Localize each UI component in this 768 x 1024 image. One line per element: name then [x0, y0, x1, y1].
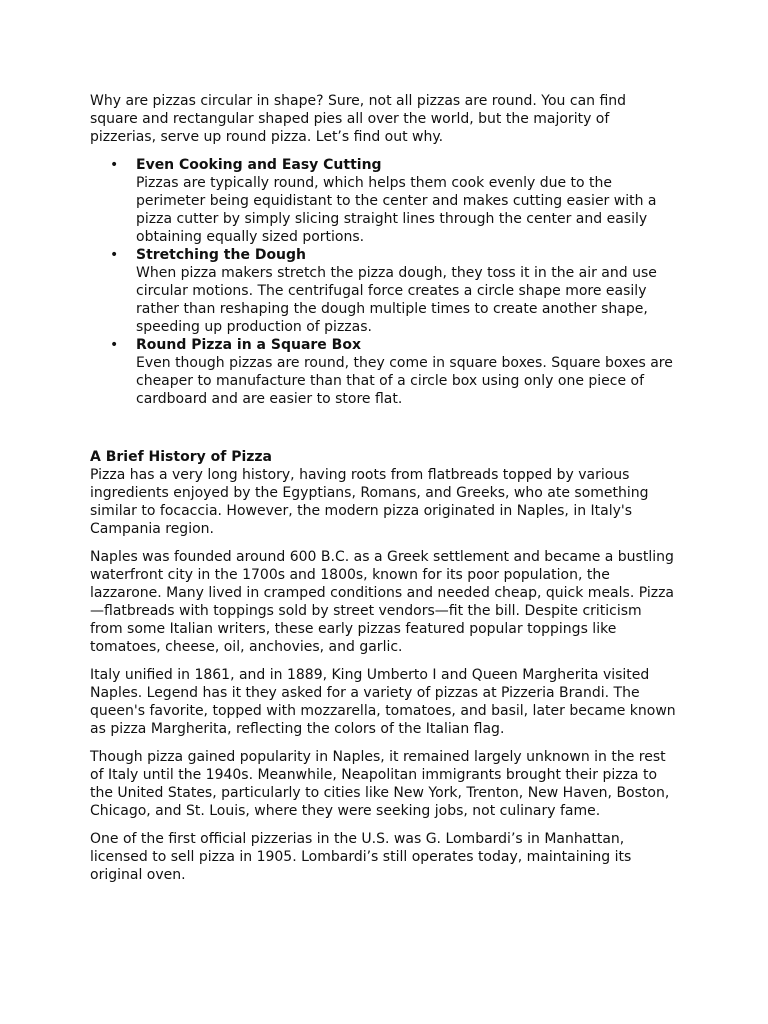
intro-paragraph: Why are pizzas circular in shape? Sure, not all pizzas are round. You can find square and rectangular shaped pies all over the world, but the majority of pizzerias, serve up round pizza. Let’s find out why.	[90, 93, 627, 145]
history-paragraph: Naples was founded around 600 B.C. as a Greek settlement and became a bustling waterfront city in the 1700s and 1800s, known for its poor population, the lazzarone. Many lived in cramped conditions and needed cheap, quick meals. Pizza—flatbreads with toppings sold by street vendors—fit the bill. Despite criticism from some Italian writers, these early pizzas featured popular toppings like tomatoes, cheese, oil, anchovies, and garlic.	[90, 549, 675, 655]
bullet-icon: •	[110, 337, 119, 353]
history-paragraph: One of the first official pizzerias in the U.S. was G. Lombardi’s in Manhattan, licensed to sell pizza in 1905. Lombardi’s still operates today, maintaining its original oven.	[90, 831, 632, 883]
bullet-icon: •	[110, 247, 119, 263]
list-item-body: Even though pizzas are round, they come in square boxes. Square boxes are cheaper to manufacture than that of a circle box using only one piece of cardboard and are easier to store flat.	[136, 355, 673, 407]
list-item	[90, 336, 678, 408]
history-paragraph: Though pizza gained popularity in Naples, it remained largely unknown in the rest of Italy until the 1940s. Meanwhile, Neapolitan immigrants brought their pizza to the United States, particularly to cities like New York, Trenton, New Haven, Boston, Chicago, and St. Louis, where they were seeking jobs, not culinary fame.	[90, 749, 670, 819]
history-paragraph: Pizza has a very long history, having roots from flatbreads topped by various ingredients enjoyed by the Egyptians, Romans, and Greeks, who ate something similar to focaccia. However, the modern pizza originated in Naples, in Italy's Campania region.	[90, 467, 649, 537]
section-heading: A Brief History of Pizza	[90, 449, 272, 465]
reasons-list	[90, 156, 678, 408]
list-item-title: Round Pizza in a Square Box	[136, 337, 361, 353]
list-item-title: Even Cooking and Easy Cutting	[136, 157, 382, 173]
list-item-title: Stretching the Dough	[136, 247, 307, 263]
list-item	[90, 156, 678, 246]
list-item-body: When pizza makers stretch the pizza dough, they toss it in the air and use circular motions. The centrifugal force creates a circle shape more easily rather than reshaping the dough multiple times to create another shape, speeding up production of pizzas.	[136, 265, 657, 335]
list-item	[90, 246, 678, 336]
bullet-icon: •	[110, 157, 119, 173]
history-paragraph: Italy unified in 1861, and in 1889, King Umberto I and Queen Margherita visited Naples. Legend has it they asked for a variety of pizzas at Pizzeria Brandi. The queen's favorite, topped with mozzarella, tomatoes, and basil, later became known as pizza Margherita, reflecting the colors of the Italian flag.	[90, 667, 676, 737]
history-section	[90, 448, 678, 884]
list-item-body: Pizzas are typically round, which helps them cook evenly due to the perimeter being equidistant to the center and makes cutting easier with a pizza cutter by simply slicing straight lines through the center and easily obtaining equally sized portions.	[136, 175, 657, 245]
